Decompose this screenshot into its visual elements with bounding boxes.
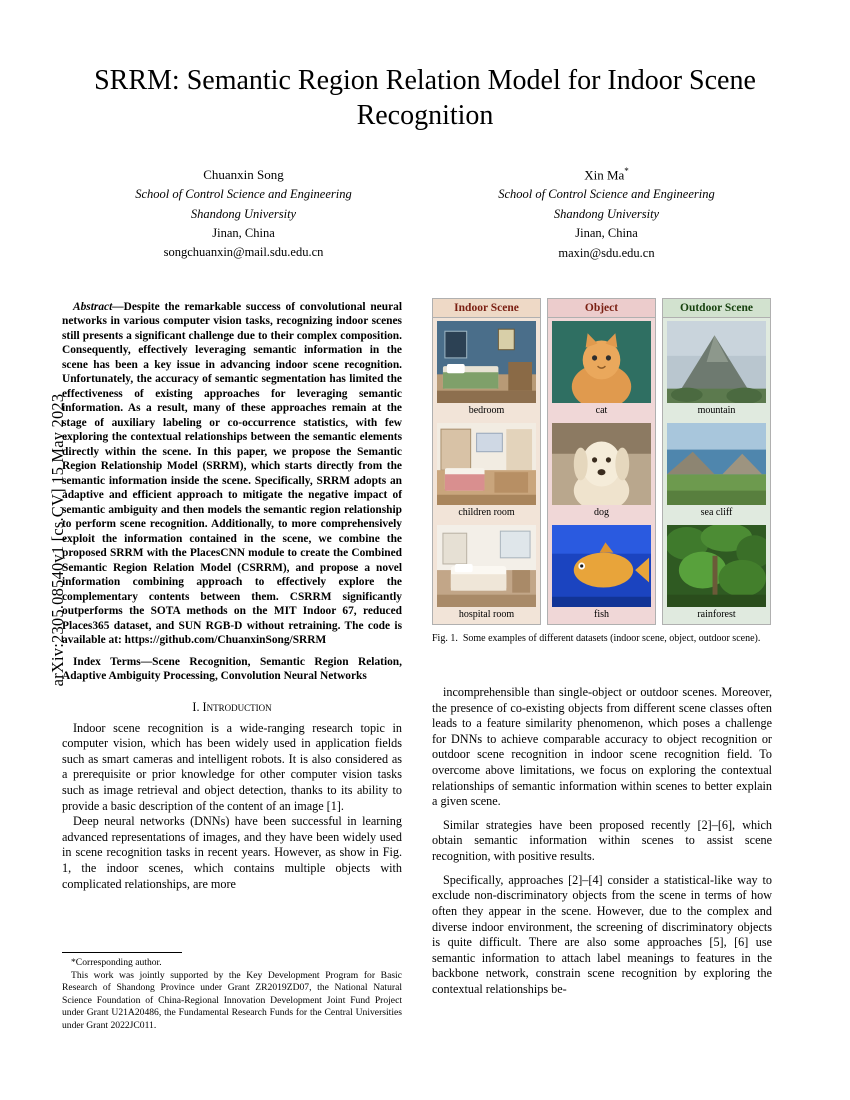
figure-column-header: Object	[548, 299, 655, 318]
figure-cell-bedroom	[433, 318, 540, 420]
index-terms-text: Scene Recognition, Semantic Region Relation, Adaptive Ambiguity Processing, Convolution Neural Networks	[62, 655, 402, 683]
author-name: Chuanxin Song	[203, 167, 284, 182]
abstract-label: Abstract—	[73, 301, 124, 313]
figure-grid	[432, 298, 772, 625]
author-location: Jinan, China	[212, 225, 275, 240]
footnote-rule	[62, 952, 182, 953]
figure-column-indoor	[432, 298, 541, 625]
footnote-block	[62, 952, 402, 1032]
footnote-corresponding: *Corresponding author.	[71, 957, 162, 969]
figure-cell-sea-cliff	[663, 420, 770, 522]
figure-cell-cat	[548, 318, 655, 420]
figure-cell-children-room	[433, 420, 540, 522]
figure-caption-hospital-room: hospital room	[458, 609, 515, 620]
author-email: maxin@sdu.edu.cn	[558, 245, 655, 260]
figure-caption-dog: dog	[594, 507, 609, 518]
figure-caption-cat: cat	[595, 405, 608, 416]
index-terms-paragraph	[62, 655, 402, 684]
bedroom-image	[437, 321, 536, 403]
footnote-funding: This work was jointly supported by the Key Development Program for Basic Research of Shandong Province under Grant ZR2019ZD07, the National Natural Science Foundation of China-Regional Innovation Development Joint Fund Project under Grant U21A20486, the Fundamental Research Funds for the Central Universities under Grant 2022JC011.	[62, 969, 402, 1031]
figure-cell-rainforest	[663, 522, 770, 624]
abstract-paragraph	[62, 300, 402, 648]
author-affiliation-2: Shandong University	[553, 206, 660, 221]
right-paragraph-2: Similar strategies have been proposed recently [2]–[6], which obtain semantic information within scenes to assist scene recognition, with positive results.	[432, 817, 772, 864]
figure-cell-fish	[548, 522, 655, 624]
corresponding-author-marker: *	[624, 166, 629, 176]
author-list	[62, 165, 788, 263]
arxiv-stamp: arXiv:2305.08540v1 [cs.CV] 15 May 2023	[48, 393, 67, 687]
rainforest-image	[667, 525, 766, 607]
figure-caption-bedroom: bedroom	[468, 405, 505, 416]
fish-image	[552, 525, 651, 607]
abstract-text: Despite the remarkable success of convolutional neural networks in various computer vision tasks, recognizing indoor scenes still presents a significant challenge due to their complex composition. Consequently, effectively leveraging semantic information in the scene has been a key issue in advancing indoor scene recognition. Unfortunately, the accuracy of semantic segmentation has limited the effectiveness of existing approaches for leveraging semantic information. As a result, many of these approaches remain at the stage of auxiliary labeling or co-occurrence statistics, with few exploring the contextual relationships between the semantic elements directly within the scene. In this paper, we propose the Semantic Region Relationship Model (SRRM), which starts directly from the semantic information inside the scene. Specifically, SRRM adopts an adaptive and efficient approach to mitigate the negative impact of semantic ambiguity and then models the semantic region relationship to perform scene recognition. Additionally, to more comprehensively exploit the information contained in the scene, we combine the proposed SRRM with the PlacesCNN module to create the Combined Semantic Region Relation Model (CSRRM), and propose a novel information combining approach to effectively explore the complementary contents between them. CSRRM significantly outperforms the SOTA methods on the MIT Indoor 67, reduced Places365 dataset, and SUN RGB-D without retraining. The code is available at: https://github.com/ChuanxinSong/SRRM	[62, 301, 402, 647]
author-affiliation-1: School of Control Science and Engineering	[498, 187, 715, 202]
figure-cell-mountain	[663, 318, 770, 420]
left-column	[62, 300, 402, 892]
figure-column-header: Indoor Scene	[433, 299, 540, 318]
figure-cell-hospital-room	[433, 522, 540, 624]
figure-caption-text: Some examples of different datasets (indoor scene, object, outdoor scene).	[462, 633, 761, 644]
mountain-image	[667, 321, 766, 403]
right-column	[432, 685, 772, 998]
author-block-1	[62, 165, 425, 263]
author-name	[425, 165, 788, 185]
figure-caption-fish: fish	[594, 609, 609, 620]
section-heading-introduction: I. Introduction	[192, 699, 272, 714]
children-room-image	[437, 423, 536, 505]
figure-caption-mountain: mountain	[697, 405, 736, 416]
figure-cell-dog	[548, 420, 655, 522]
figure-caption-sea-cliff: sea cliff	[700, 507, 733, 518]
author-block-2	[425, 165, 788, 263]
sea-cliff-image	[667, 423, 766, 505]
right-paragraph-1: incomprehensible than single-object or outdoor scenes. Moreover, the presence of co-existing objects from different scene classes often leads to a feature similarity phenomenon, which poses a challenge for DNNs to achieve comparable accuracy to object recognition or outdoor scene recognition in indoor scene recognition field. To overcome above limitations, we focus on exploring the contextual relationships of semantic information within scenes to better explain a given scene.	[432, 685, 772, 809]
figure-caption-rainforest: rainforest	[697, 609, 736, 620]
author-name-text: Xin Ma	[584, 167, 625, 183]
figure-column-object	[547, 298, 656, 625]
figure-1	[432, 298, 772, 646]
figure-column-header: Outdoor Scene	[663, 299, 770, 318]
intro-paragraph-2: Deep neural networks (DNNs) have been successful in learning advanced representations of images, and they have been widely used in scene recognition tasks in recent years. However, as show in Fig. 1, the indoor scenes, which contains multiple objects with complicated relationships, are more	[62, 814, 402, 891]
author-affiliation-1: School of Control Science and Engineering	[135, 187, 352, 202]
author-location: Jinan, China	[575, 226, 638, 241]
dog-image	[552, 423, 651, 505]
page-title: SRRM: Semantic Region Relation Model for Indoor Scene Recognition	[94, 65, 756, 131]
author-affiliation-2: Shandong University	[190, 206, 297, 221]
right-paragraph-3: Specifically, approaches [2]–[4] consider a statistical-like way to exclude non-discriminatory objects from the scene in terms of how often they appear in the scene. However, due to the complex and diverse indoor environment, the screening of discriminatory objects is quite difficult. There are also some approaches [5], [6] use semantic information to attach label meanings to features in the backbone network, constrain scene recognition by exploring the contextual relationships be-	[432, 872, 772, 996]
intro-paragraph-1: Indoor scene recognition is a wide-ranging research topic in computer vision, which has been widely used in application fields such as smart cameras and intelligent robots. It is also considered as a prerequisite or prior knowledge for other computer vision tasks such as image retrieval and object detection, thanks to its ability to provide a basic description of the content of an image [1].	[62, 720, 402, 813]
index-terms-label: Index Terms—	[73, 655, 153, 668]
hospital-room-image	[437, 525, 536, 607]
figure-column-outdoor	[662, 298, 771, 625]
figure-caption-children-room: children room	[458, 507, 515, 518]
cat-image	[552, 321, 651, 403]
figure-caption-label: Fig. 1.	[432, 633, 458, 644]
figure-caption	[432, 633, 772, 646]
author-email: songchuanxin@mail.sdu.edu.cn	[163, 245, 324, 260]
